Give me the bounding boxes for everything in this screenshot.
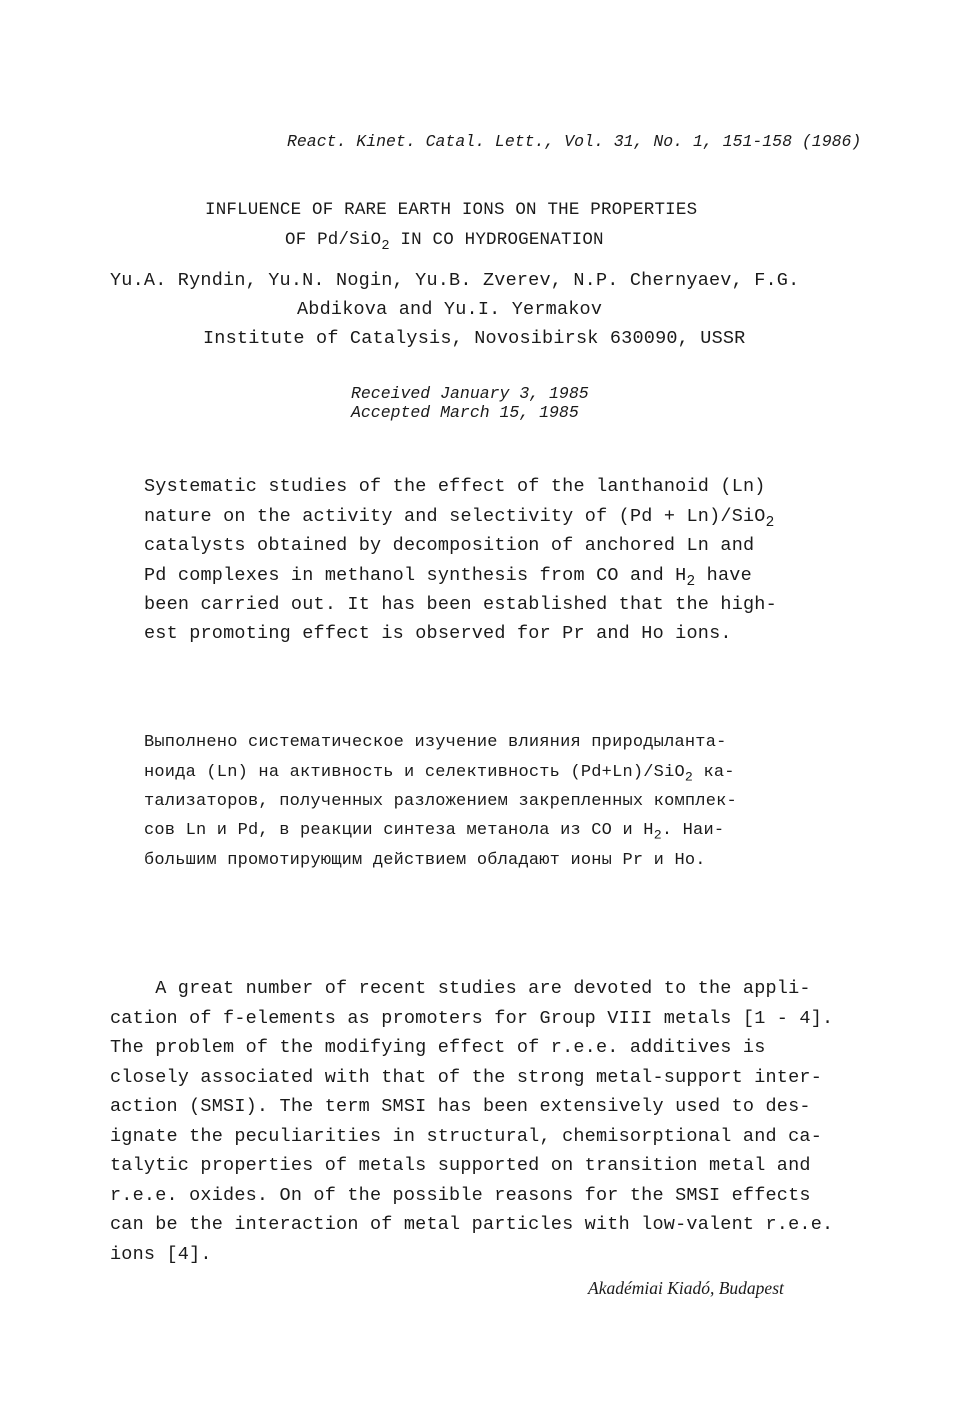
abstract-ru-line: большим промотирующим действием обладают ионы Pr и Ho. (144, 851, 706, 870)
abstract-ru-l4-sub: 2 (653, 827, 662, 843)
journal-name: React. Kinet. Catal. Lett., (287, 132, 555, 151)
body-line: ignate the peculiarities in structural, chemisorptional and ca- (110, 1126, 823, 1147)
title-line-2-pre: OF Pd/SiO (285, 230, 382, 250)
publisher: Akadémiai Kiadó, Budapest (588, 1278, 784, 1298)
body-line: action (SMSI). The term SMSI has been extensively used to des- (110, 1096, 811, 1117)
abstract-en-line: Systematic studies of the effect of the lanthanoid (Ln) (144, 476, 766, 497)
abstract-en-line: been carried out. It has been established that the high- (144, 594, 777, 615)
title-line-2-post: IN CO HYDROGENATION (389, 230, 604, 250)
body-line: A great number of recent studies are devoted to the appli- (110, 978, 811, 999)
abstract-ru-line: Выполнено систематическое изучение влияния природыланта- (144, 733, 727, 752)
body-line: The problem of the modifying effect of r.e.e. additives is (110, 1037, 766, 1058)
abstract-ru-l2-post: ка- (693, 763, 735, 782)
received-date: Received January 3, 1985 (351, 384, 589, 403)
abstract-en-line (144, 506, 775, 532)
abstract-en-l2-sub: 2 (765, 515, 775, 532)
title-line-1: INFLUENCE OF RARE EARTH IONS ON THE PROPERTIES (205, 200, 698, 220)
body-line: r.e.e. oxides. On of the possible reasons for the SMSI effects (110, 1185, 811, 1206)
body-line: talytic properties of metals supported on transition metal and (110, 1155, 811, 1176)
abstract-ru-l2-pre: ноида (Ln) на активность и селективность (Pd+Ln)/SiO (144, 763, 685, 782)
body-line: can be the interaction of metal particles with low-valent r.e.e. (110, 1214, 834, 1235)
abstract-en-l4-sub: 2 (686, 574, 696, 591)
abstract-en-line: catalysts obtained by decomposition of anchored Ln and (144, 535, 755, 556)
title-line-2-sub: 2 (381, 238, 390, 254)
abstract-ru-line: тализаторов, полученных разложением закрепленных комплек- (144, 792, 737, 811)
authors-line-1: Yu.A. Ryndin, Yu.N. Nogin, Yu.B. Zverev, N.P. Chernyaev, F.G. (110, 270, 800, 291)
accepted-date: Accepted March 15, 1985 (351, 403, 579, 422)
journal-citation (287, 132, 861, 151)
abstract-ru-l4-post: . Наи- (661, 821, 725, 840)
abstract-en-l4-post: have (695, 565, 752, 586)
abstract-ru-line (144, 763, 735, 785)
abstract-en-line (144, 565, 752, 591)
journal-volume: Vol. 31, No. 1, 151-158 (1986) (564, 132, 862, 151)
abstract-en-line: est promoting effect is observed for Pr and Ho ions. (144, 623, 732, 644)
body-line: ions [4]. (110, 1244, 212, 1265)
abstract-en-l2-pre: nature on the activity and selectivity of (Pd + Ln)/SiO (144, 506, 766, 527)
abstract-ru-line (144, 821, 725, 843)
body-line: closely associated with that of the strong metal-support inter- (110, 1067, 823, 1088)
abstract-ru-l4-pre: сов Ln и Pd, в реакции синтеза метанола из CO и H (144, 821, 654, 840)
institution: Institute of Catalysis, Novosibirsk 630090, USSR (203, 328, 746, 349)
authors-line-2: Abdikova and Yu.I. Yermakov (297, 299, 603, 320)
title-line-2 (285, 230, 604, 254)
abstract-en-l4-pre: Pd complexes in methanol synthesis from CO and H (144, 565, 687, 586)
body-line: cation of f-elements as promoters for Group VIII metals [1 - 4]. (110, 1008, 834, 1029)
abstract-ru-l2-sub: 2 (684, 769, 694, 785)
